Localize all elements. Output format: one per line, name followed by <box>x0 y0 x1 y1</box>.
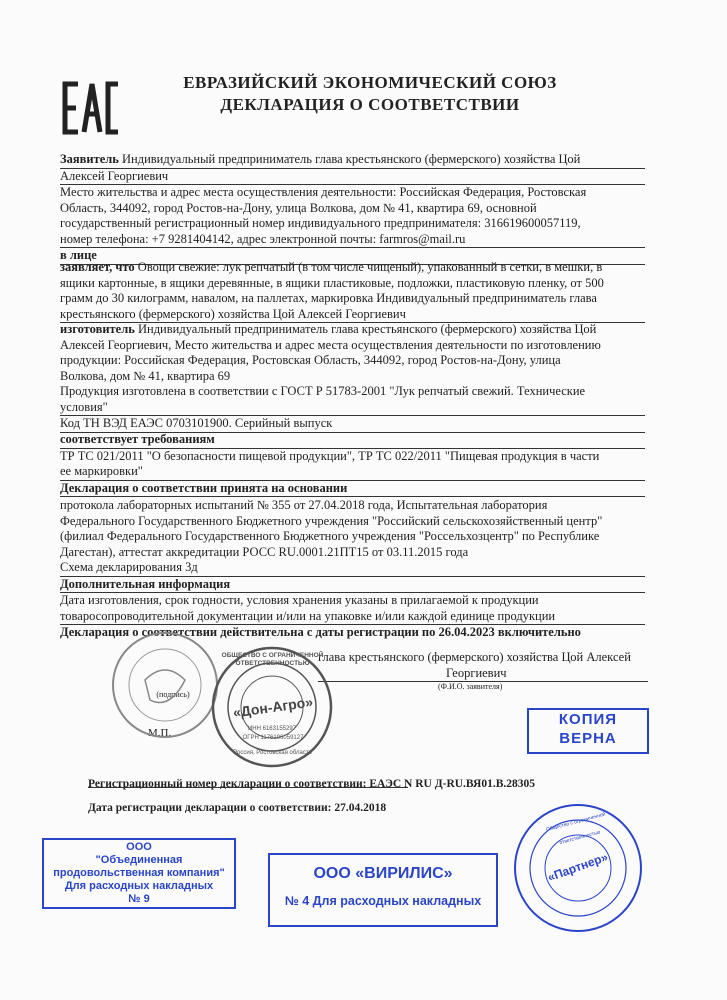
box2-line2: № 4 Для расходных накладных <box>284 894 482 908</box>
manufacturer-section <box>60 322 645 433</box>
signatory-role-line1: глава крестьянского (фермерского) хозяйства Цой Алексей <box>318 650 631 664</box>
registration-number-value: ЕАЭС N RU Д-RU.ВЯ01.В.28305 <box>369 778 536 790</box>
conforms-label: соответствует требованиям <box>60 432 645 449</box>
manufacturer-line1: Индивидуальный предприниматель глава крестьянского (фермерского) хозяйства Цой <box>137 322 597 336</box>
conforms-line2: ее маркировки" <box>60 464 645 481</box>
applicant-label: Заявитель <box>60 152 119 166</box>
declaration-title: ДЕКЛАРАЦИЯ О СООТВЕТСТВИИ <box>220 95 520 114</box>
manufacturer-line3: продукции: Российская Федерация, Ростовская Область, 344092, город Ростов-на-Дону, улица <box>60 353 561 367</box>
don-agro-seal-bottom: Россия, Ростовская область <box>233 750 312 756</box>
fio-caption: (Ф.И.О. заявителя) <box>438 682 503 691</box>
document-title <box>150 72 590 116</box>
manufacturer-line4: Волкова, дом № 41, квартира 69 <box>60 368 231 383</box>
ooo-virilis-stamp <box>268 853 498 927</box>
declares-line3: грамм до 30 килограмм, навалом, на паллетах, маркировка Индивидуальный предприниматель глава <box>60 291 597 305</box>
applicant-line6: номер телефона: +7 9281404142, адрес электронной почты: farmros@mail.ru <box>60 232 645 249</box>
applicant-line4: Область, 344092, город Ростов-на-Дону, улица Волкова, дом № 41, квартира 69, основной <box>60 200 537 215</box>
applicant-line5: государственный регистрационный номер индивидуального предпринимателя: 316619600057119, <box>60 216 581 230</box>
declares-section <box>60 260 645 323</box>
ooo-united-food-stamp <box>42 838 236 909</box>
declares-label: заявляет, что <box>60 260 135 274</box>
in-person-label: в лице <box>60 248 645 265</box>
eac-logo <box>62 80 120 136</box>
conforms-line1: ТР ТС 021/2011 "О безопасности пищевой продукции", ТР ТС 022/2011 "Пищевая продукция в части <box>60 448 600 463</box>
declares-line4: крестьянского (фермерского) хозяйства Цой Алексей Георгиевич <box>60 307 645 324</box>
additional-line2: товаросопроводительной документации и/или на упаковке и/или каждой единице продукции <box>60 609 645 626</box>
don-agro-seal-outer: ОБЩЕСТВО С ОГРАНИЧЕННОЙ ОТВЕТСТВЕННОСТЬЮ <box>221 652 324 667</box>
copy-line1: КОПИЯ <box>558 711 618 728</box>
hs-code-line: Код ТН ВЭД ЕАЭС 0703101900. Серийный выпуск <box>60 416 645 433</box>
mp-label: М.П. <box>148 727 172 739</box>
registration-number-line <box>88 777 535 793</box>
box1-line3: продовольственная компания" <box>53 867 225 879</box>
validity-suffix: включительно <box>497 625 581 639</box>
basis-section <box>60 498 645 641</box>
basis-label: Декларация о соответствии принята на основании <box>60 481 645 498</box>
box1-line5: № 9 <box>128 893 150 905</box>
signature-role <box>318 650 648 692</box>
union-title: ЕВРАЗИЙСКИЙ ЭКОНОМИЧЕСКИЙ СОЮЗ <box>183 73 557 92</box>
additional-label: Дополнительная информация <box>60 577 645 594</box>
declares-line1: Овощи свежие: лук репчатый (в том числе чищеный), упакованный в сетки, в мешки, в <box>137 260 603 274</box>
basis-line1: протокола лабораторных испытаний № 355 от 27.04.2018 года, Испытательная лаборатория <box>60 498 548 512</box>
registration-date-label: Дата регистрации декларации о соответствии: <box>88 802 332 814</box>
scheme-line: Схема декларирования 3д <box>60 560 645 577</box>
basis-line2: Федерального Государственного Бюджетного учреждения "Российский сельскохозяйственный центр" <box>60 513 603 528</box>
basis-line3: (филиал Федерального Государственного Бюджетного учреждения "Россельхозцентр" по Республике <box>60 529 600 543</box>
applicant-line1: Индивидуальный предприниматель глава крестьянского (фермерского) хозяйства Цой <box>122 152 581 166</box>
box1-line4: Для расходных накладных <box>64 880 214 892</box>
conforms-section <box>60 432 645 497</box>
applicant-line2: Алексей Георгиевич <box>60 169 645 186</box>
copy-verified-stamp <box>527 708 649 754</box>
manufacturer-label: изготовитель <box>60 322 135 336</box>
manufacturer-line2: Алексей Георгиевич, Место жительства и адрес места осуществления деятельности по изготовлению <box>60 337 601 352</box>
box1-line2: "Объединенная <box>95 854 183 866</box>
partner-seal-center: «Партнер» <box>545 849 610 885</box>
additional-line1: Дата изготовления, срок годности, условия хранения указаны в прилагаемой к продукции <box>60 593 539 607</box>
don-agro-seal-center: «Дон-Агро» <box>231 693 314 721</box>
validity-date: 26.04.2023 <box>438 625 495 639</box>
box2-line1: ООО «ВИРИЛИС» <box>313 865 453 882</box>
registration-number-label: Регистрационный номер декларации о соответствии: <box>88 778 367 790</box>
registration-date-value: 27.04.2018 <box>334 802 387 814</box>
applicant-round-seal <box>110 630 220 740</box>
don-agro-ogrn: ОГРН 1176196059127 <box>242 735 304 741</box>
partner-seal-ring: Общество с ограниченной ответственностью <box>545 811 607 846</box>
applicant-section <box>60 152 645 265</box>
basis-line4: Дагестан), аттестат аккредитации РОСС RU.0001.21ПТ15 от 03.11.2015 года <box>60 544 469 559</box>
manufacturer-line6: условия" <box>60 400 645 417</box>
applicant-line3: Место жительства и адрес места осуществления деятельности: Российская Федерация, Ростовская <box>60 185 587 199</box>
registration-date-line <box>88 801 386 817</box>
sign-caption: (подпись) <box>156 690 190 699</box>
validity-prefix: Декларация о соответствии действительна с даты регистрации по <box>60 625 436 639</box>
box1-line1: ООО <box>126 841 152 853</box>
declares-line2: ящики картонные, в ящики деревянные, в ящики пластиковые, подложки, пластиковую пленку, от 500 <box>60 275 604 290</box>
manufacturer-line5: Продукция изготовлена в соответствии с ГОСТ Р 51783-2001 "Лук репчатый свежий. Технические <box>60 384 586 398</box>
copy-line2: ВЕРНА <box>559 730 617 747</box>
don-agro-inn: ИНН 6163155297 <box>247 726 296 732</box>
signatory-role-line2: Георгиевич <box>318 666 648 683</box>
